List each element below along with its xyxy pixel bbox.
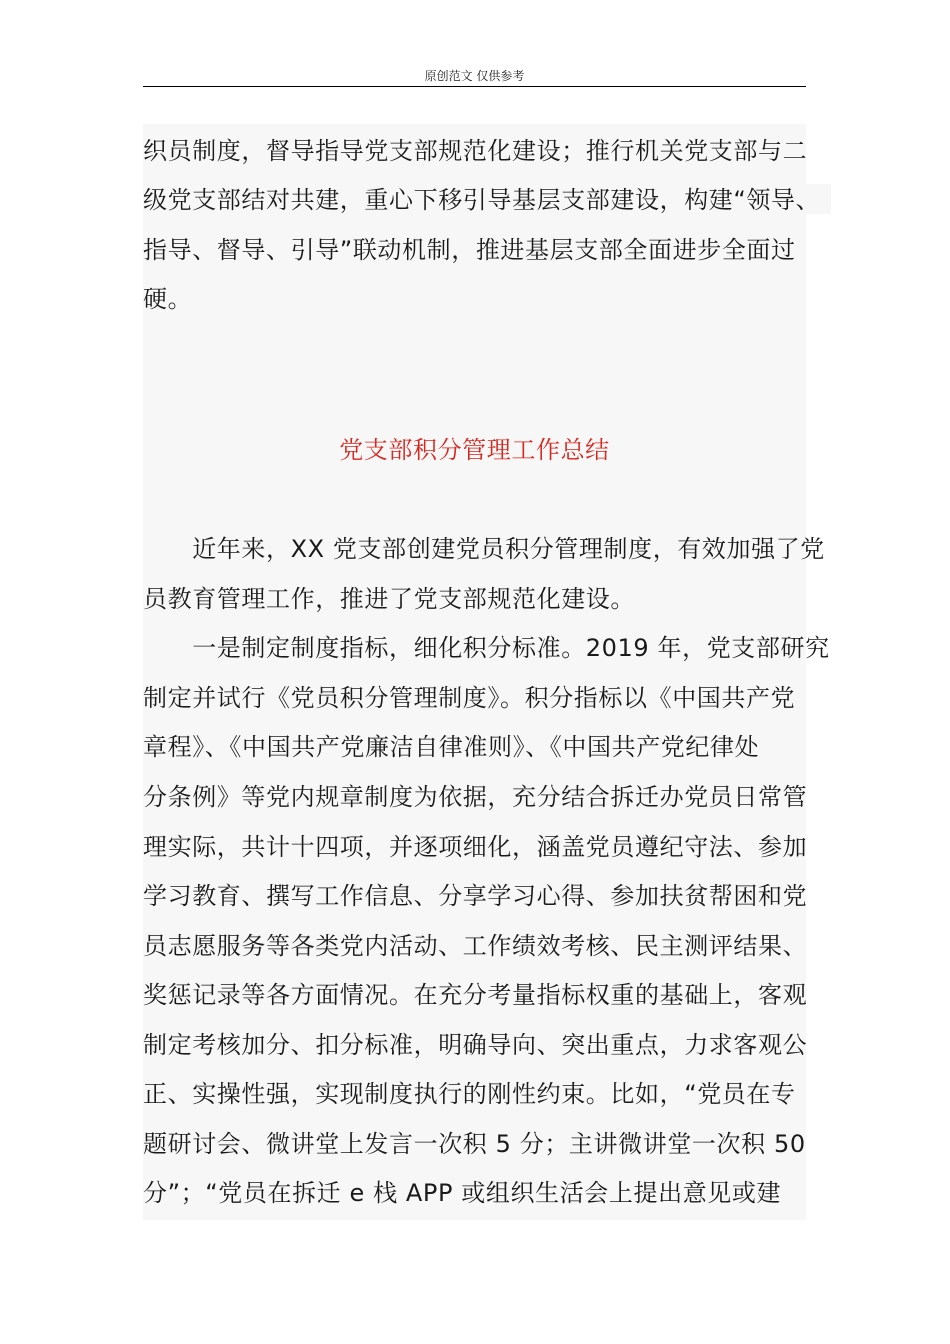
paragraph-line: 理实际，共计十四项，并逐项细化，涵盖党员遵纪守法、参加 [143,833,808,861]
paragraph-line: 员志愿服务等各类党内活动、工作绩效考核、民主测评结果、 [143,932,808,960]
header-rule [143,86,806,87]
paragraph-line: 指导、督导、引导”联动机制，推进基层支部全面进步全面过 [143,236,796,264]
paragraph-line: 正、实操性强，实现制度执行的刚性约束。比如，“党员在专 [143,1080,796,1108]
paragraph-line: 奖惩记录等各方面情况。在充分考量指标权重的基础上，客观 [143,981,808,1009]
paragraph-line: 近年来，XX 党支部创建党员积分管理制度，有效加强了党 [143,535,825,563]
paragraph-line: 章程》、《中国共产党廉洁自律准则》、《中国共产党纪律处 [143,733,760,761]
paragraph-line: 级党支部结对共建，重心下移引导基层支部建设，构建“领导、 [143,186,821,214]
paragraph-line: 制定并试行《党员积分管理制度》。积分指标以《中国共产党 [143,684,796,712]
paragraph-line: 题研讨会、微讲堂上发言一次积 5 分；主讲微讲堂一次积 50 [143,1130,806,1158]
paragraph-line: 学习教育、撰写工作信息、分享学习心得、参加扶贫帮困和党 [143,882,808,910]
paragraph-line: 一是制定制度指标，细化积分标准。2019 年，党支部研究 [143,634,830,662]
paragraph-line: 分条例》等党内规章制度为依据，充分结合拆迁办党员日常管 [143,783,808,811]
paragraph-line: 织员制度，督导指导党支部规范化建设；推行机关党支部与二 [143,137,808,165]
section-title: 党支部积分管理工作总结 [339,436,610,464]
paragraph-line: 员教育管理工作，推进了党支部规范化建设。 [143,585,635,613]
paragraph-line: 分”；“党员在拆迁 e 栈 APP 或组织生活会上提出意见或建 [143,1179,782,1207]
page-header: 原创范文 仅供参考 [424,69,525,83]
paragraph-line: 制定考核加分、扣分标准，明确导向、突出重点，力求客观公 [143,1031,808,1059]
paragraph-line: 硬。 [143,285,193,313]
